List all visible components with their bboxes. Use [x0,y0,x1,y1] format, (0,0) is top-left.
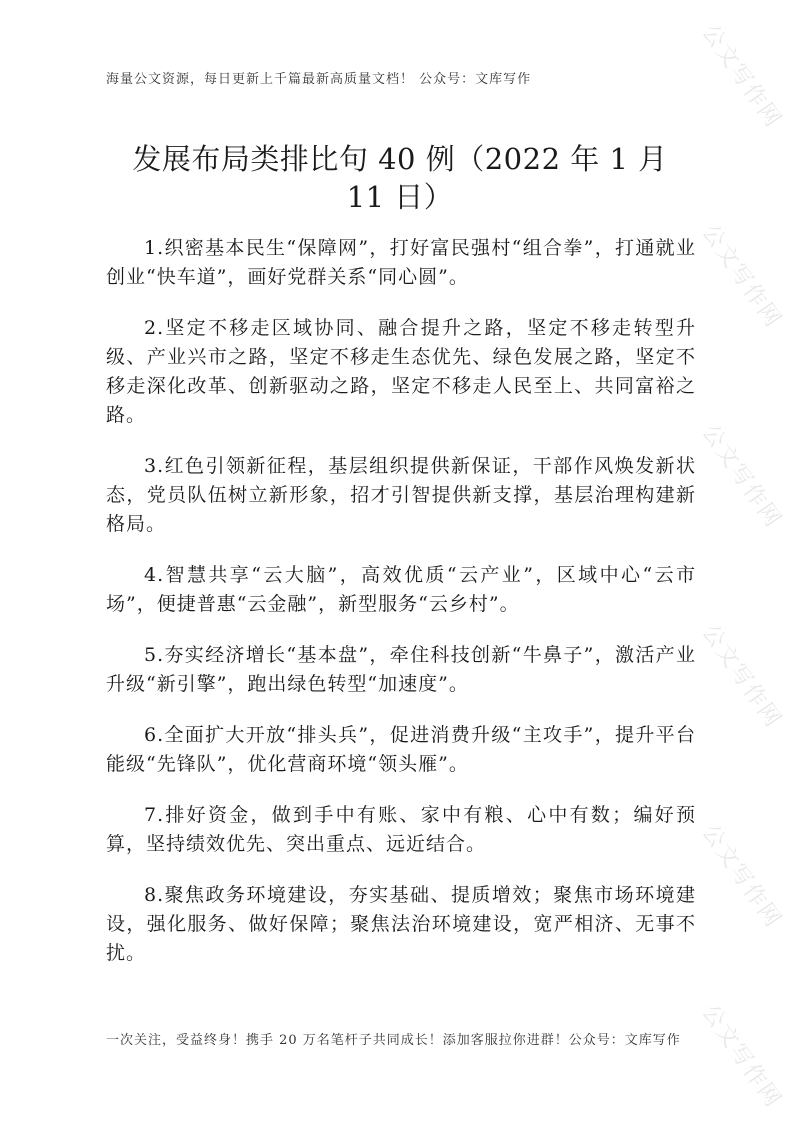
document-title: 发展布局类排比句 40 例（2022 年 1 月 11 日） [132,142,668,214]
document-body [106,234,696,990]
paragraph-5: 5.夯实经济增长“基本盘”，牵住科技创新“牛鼻子”，激活产业升级“新引擎”，跑出绿色转型“加速度”。 [106,644,696,695]
paragraph-6: 6.全面扩大开放“排头兵”，促进消费升级“主攻手”，提升平台能级“先锋队”，优化营商环境“领头雁”。 [106,724,696,775]
paragraph-4: 4.智慧共享“云大脑”，高效优质“云产业”，区域中心“云市场”，便捷普惠“云金融”，新型服务“云乡村”。 [106,564,696,615]
watermark: 公文写作网 [696,420,787,533]
watermark: 公文写作网 [696,620,787,733]
watermark: 公文写作网 [696,20,787,133]
paragraph-8: 8.聚焦政务环境建设，夯实基础、提质增效；聚焦市场环境建设，强化服务、做好保障；聚焦法治环境建设，宽严相济、无事不扰。 [106,884,696,964]
paragraph-1: 1.织密基本民生“保障网”，打好富民强村“组合拳”，打通就业创业“快车道”，画好党群关系“同心圆”。 [106,237,696,288]
footer-note: 一次关注，受益终身！携手 20 万名笔杆子共同成长！添加客服拉你进群！公众号：文库写作 [106,1033,681,1048]
watermark: 公文写作网 [696,820,787,933]
paragraph-3: 3.红色引领新征程，基层组织提供新保证，干部作风焕发新状态，党员队伍树立新形象，招才引智提供新支撑，基层治理构建新格局。 [106,455,696,535]
paragraph-7: 7.排好资金，做到手中有账、家中有粮、心中有数；编好预算，坚持绩效优先、突出重点、远近结合。 [106,804,696,855]
watermark: 公文写作网 [696,1000,787,1113]
watermark: 公文写作网 [696,220,787,333]
paragraph-2: 2.坚定不移走区域协同、融合提升之路，坚定不移走转型升级、产业兴市之路，坚定不移走生态优先、绿色发展之路，坚定不移走深化改革、创新驱动之路，坚定不移走人民至上、共同富裕之路。 [106,317,696,426]
header-note: 海量公文资源，每日更新上千篇最新高质量文档！ 公众号：文库写作 [106,72,532,87]
